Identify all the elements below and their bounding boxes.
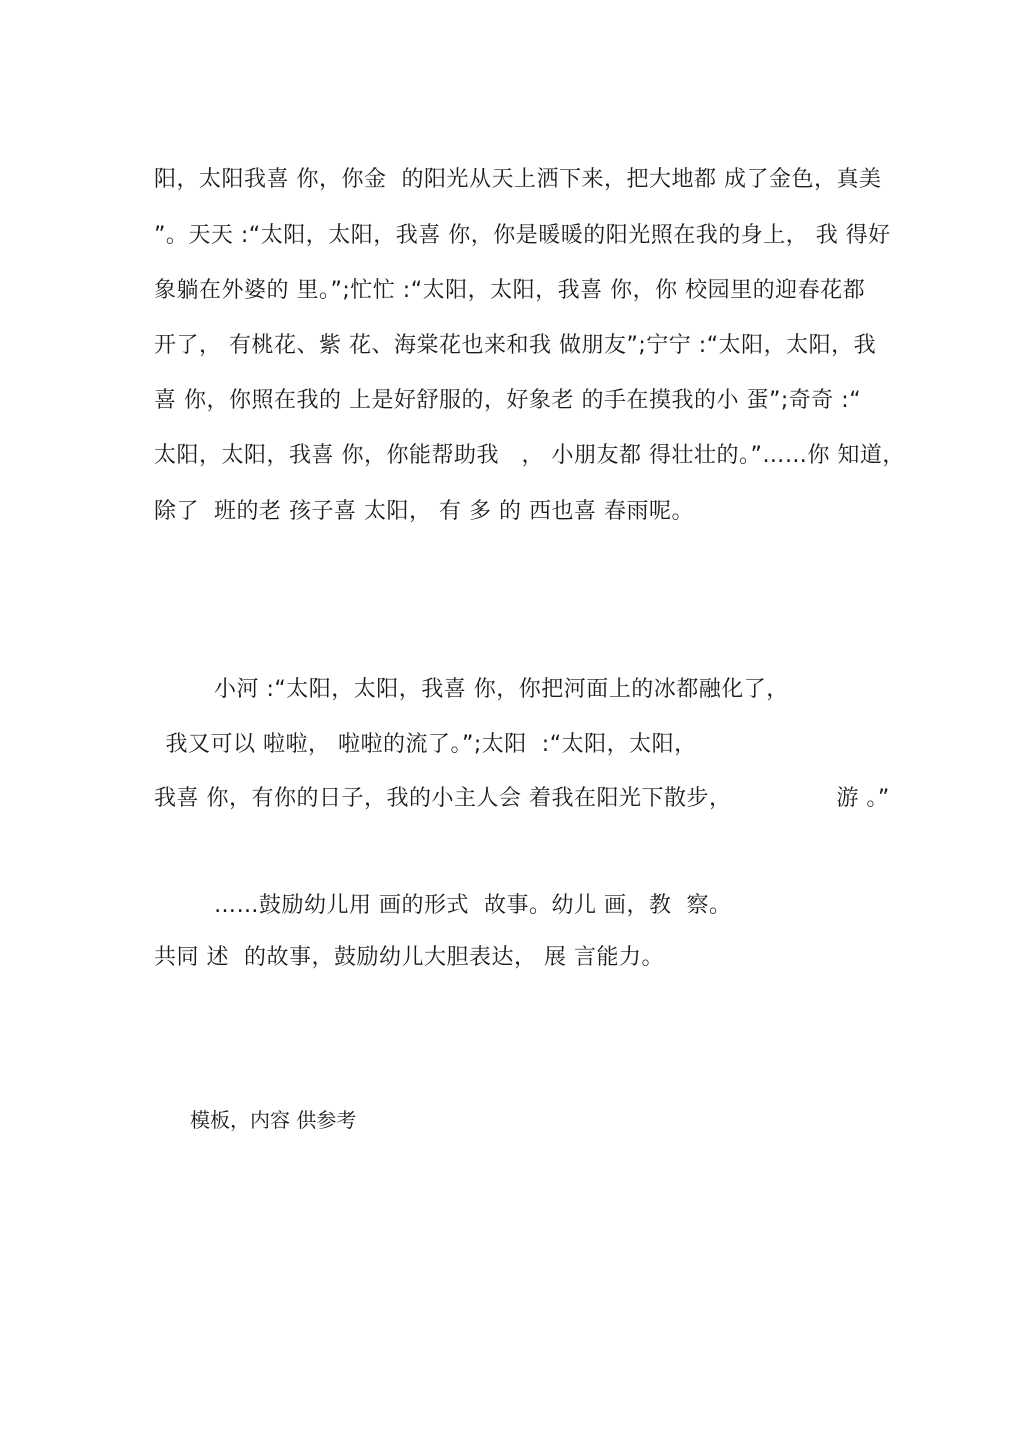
text-line: 阳，太阳我喜 你，你金 的阳光从天上洒下来，把大地都 成了金色，真美 [154, 167, 882, 192]
text-line: 太阳，太阳，我喜 你，你能帮助我 ， 小朋友都 得壮壮的。”……你 知道， [154, 443, 905, 468]
text-line: ”。天天 :“太阳，太阳，我喜 你，你是暖暖的阳光照在我的身上， 我 得好 [154, 223, 891, 248]
text-line: ……鼓励幼儿用 画的形式 故事。幼儿 画，教 察。 [214, 893, 732, 918]
text-line: 我又可以 啦啦， 啦啦的流了。”;太阳 :“太阳，太阳， [158, 732, 697, 757]
text-line: 小河 :“太阳，太阳，我喜 你，你把河面上的冰都融化了， [214, 677, 789, 702]
text-line: 开了， 有桃花、紫 花、海棠花也来和我 做朋友”;宁宁 :“太阳，太阳，我 [154, 333, 877, 358]
text-line: 除了 班的老 孩子喜 太阳， 有 多 的 西也喜 春雨呢。 [154, 499, 694, 524]
text-line: 象躺在外婆的 里。”;忙忙 :“太阳，太阳，我喜 你，你 校园里的迎春花都 [154, 278, 866, 303]
text-line: 共同 述 的故事，鼓励幼儿大胆表达， 展 言能力。 [154, 945, 664, 970]
text-line: 喜 你，你照在我的 上是好舒服的，好象老 的手在摸我的小 蛋”;奇奇 :“ [154, 388, 862, 413]
text-line: 我喜 你，有你的日子，我的小主人会 着我在阳光下散步， 游 。” [154, 786, 890, 811]
footer-note: 模板，内容 供参考 [190, 1108, 357, 1132]
